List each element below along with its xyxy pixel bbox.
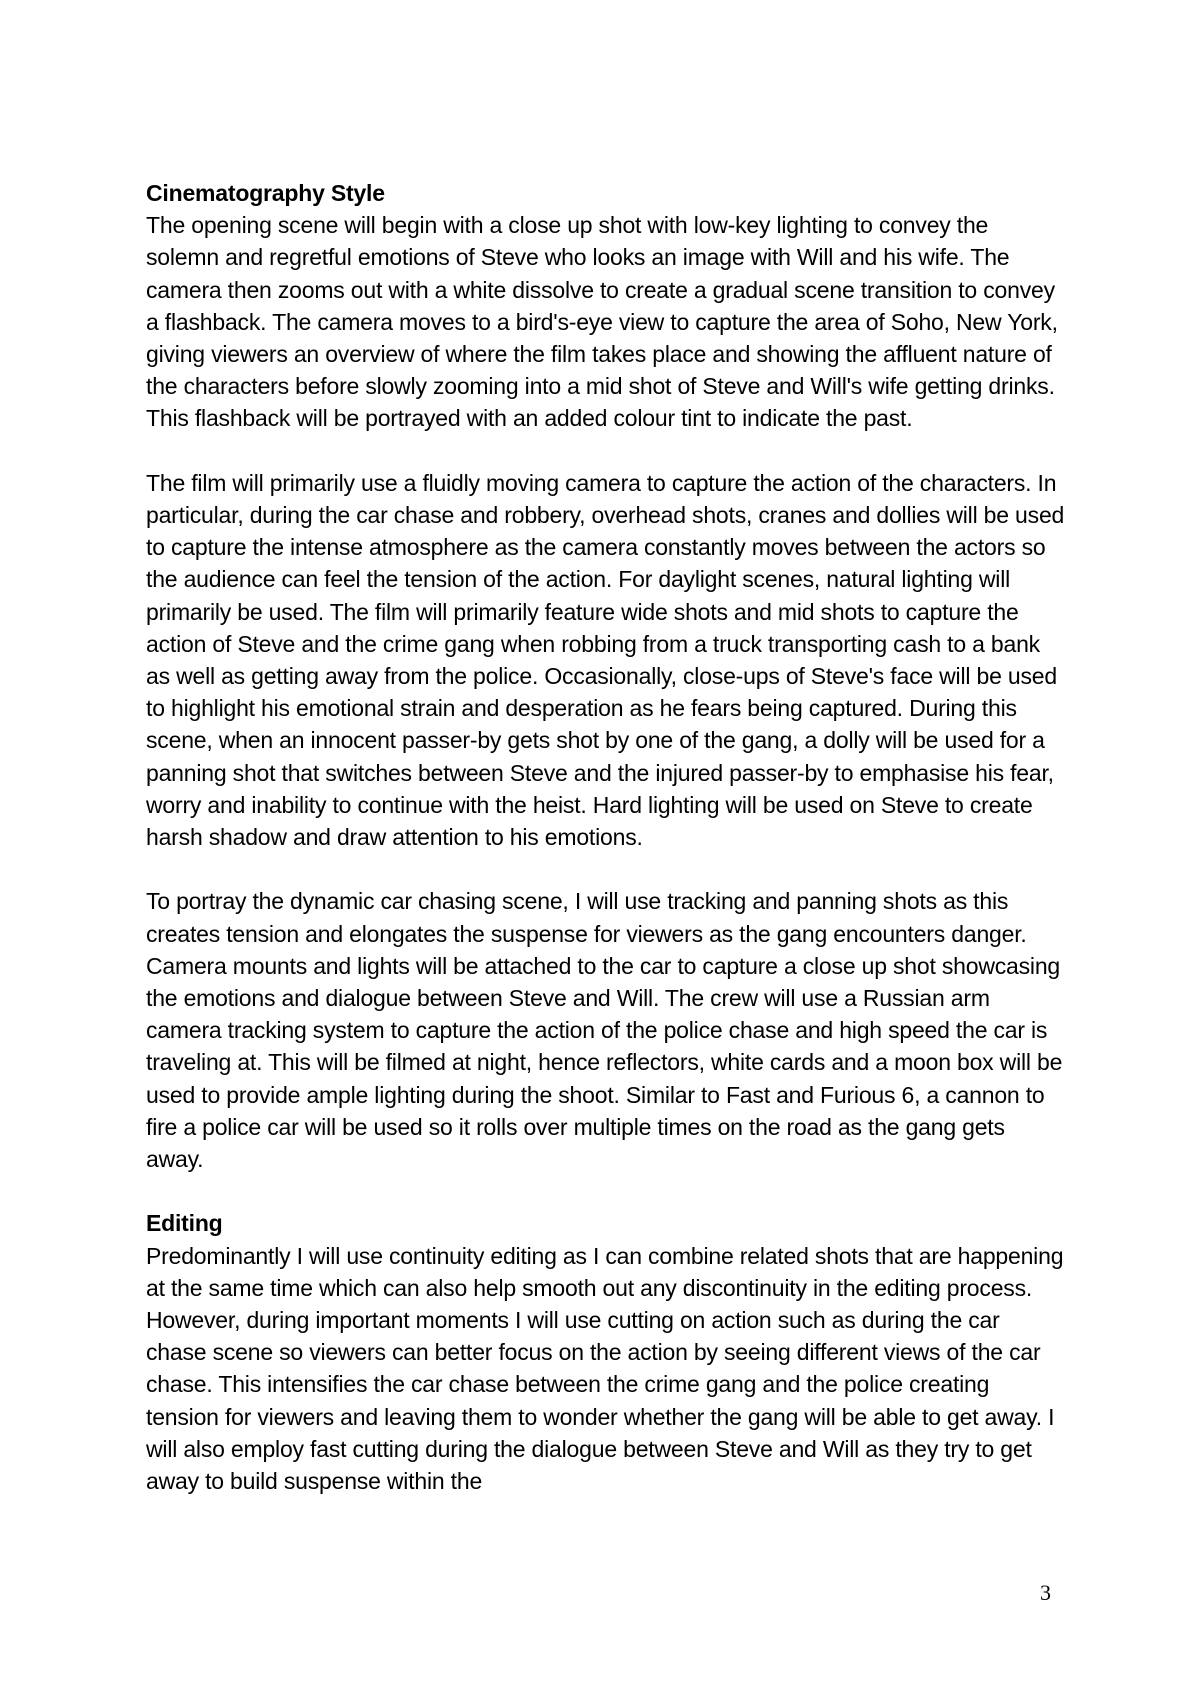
document-body bbox=[146, 177, 1066, 1497]
paragraph: The film will primarily use a fluidly moving camera to capture the action of the characters. In particular, during the car chase and robbery, overhead shots, cranes and dollies will be used to capture the intense atmosphere as the camera constantly moves between the actors so the audience can feel the tension of the action. For daylight scenes, natural lighting will primarily be used. The film will primarily feature wide shots and mid shots to capture the action of Steve and the crime gang when robbing from a truck transporting cash to a bank as well as getting away from the police. Occasionally, close-ups of Steve's face will be used to highlight his emotional strain and desperation as he fears being captured. During this scene, when an innocent passer-by gets shot by one of the gang, a dolly will be used for a panning shot that switches between Steve and the injured passer-by to emphasise his fear, worry and inability to continue with the heist. Hard lighting will be used on Steve to create harsh shadow and draw attention to his emotions. bbox=[146, 469, 1065, 851]
paragraph: Predominantly I will use continuity editing as I can combine related shots that are happening at the same time which can also help smooth out any discontinuity in the editing process. However, during important moments I will use cutting on action such as during the car chase scene so viewers can better focus on the action by seeing different views of the car chase. This intensifies the car chase between the crime gang and the police creating tension for viewers and leaving them to wonder whether the gang will be able to get away. I will also employ fast cutting during the dialogue between Steve and Will as they try to get away to build suspense within the bbox=[146, 1242, 1064, 1495]
page-number: 3 bbox=[1040, 1580, 1051, 1605]
section-heading-editing: Editing bbox=[146, 1210, 223, 1237]
paragraph: To portray the dynamic car chasing scene, I will use tracking and panning shots as this creates tension and elongates the suspense for viewers as the gang encounters danger. Camera mounts and lights will be attached to the car to capture a close up shot showcasing the emotions and dialogue between Steve and Will. The crew will use a Russian arm camera tracking system to capture the action of the police chase and high speed the car is traveling at. This will be filmed at night, hence reflectors, white cards and a moon box will be used to provide ample lighting during the shoot. Similar to Fast and Furious 6, a cannon to fire a police car will be used so it rolls over multiple times on the road as the gang gets away. bbox=[146, 888, 1063, 1173]
section-heading-cinematography: Cinematography Style bbox=[146, 180, 385, 206]
paragraph: The opening scene will begin with a close up shot with low-key lighting to convey the solemn and regretful emotions of Steve who looks an image with Will and his wife. The camera then zooms out with a white dissolve to create a gradual scene transition to convey a flashback. The camera moves to a bird's-eye view to capture the area of Soho, New York, giving viewers an overview of where the film takes place and showing the affluent nature of the characters before slowly zooming into a mid shot of Steve and Will's wife getting drinks. This flashback will be portrayed with an added colour tint to indicate the past. bbox=[146, 212, 1058, 432]
